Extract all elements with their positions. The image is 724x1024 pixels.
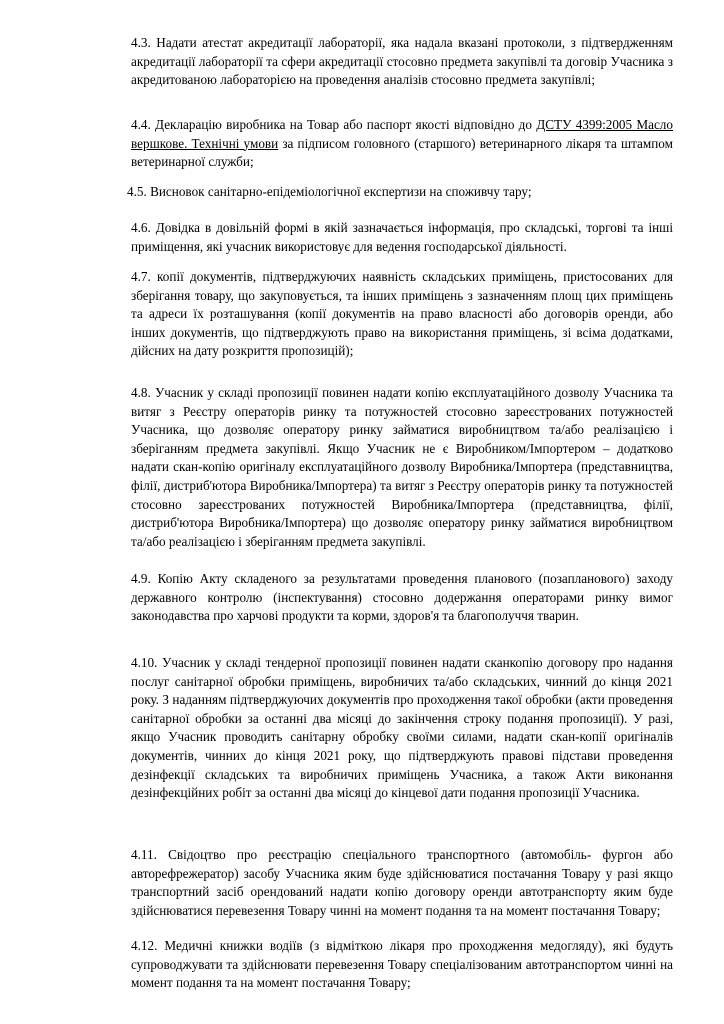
paragraph-4-9: 4.9. Копію Акту складеного за результатами проведення планового (позапланового) заходу державного контролю (інспектування) стосовно додержання операторами ринку вимог законодавства про харчові продукти та корми, здоров'я та благополуччя тварин. <box>131 571 673 624</box>
paragraph-4-11: 4.11. Свідоцтво про реєстрацію спеціального транспортного (автомобіль- фургон або авторефрежератор) засобу Учасника яким буде здійснюватися постачання Товару у разі якщо транспортний засіб орендований надати копію договору оренди автотранспорту яким буде здійснюватися перевезення Товару чинні на момент подання та на момент постачання Товару; <box>131 847 673 918</box>
paragraph-4-4-text-end: за підписом головного (старшого) ветеринарного лікаря та штампом ветеринарної служби; <box>131 135 673 170</box>
paragraph-4-10: 4.10. Учасник у складі тендерної пропозиції повинен надати сканкопію договору про надання послуг санітарної обробки приміщень, виробничих та/або складських, чинний до кінця 2021 року. З наданням підтверджуючих документів про проходження такої обробки (акти проведення санітарної обробки за останні два місяці до закінчення строку подання пропозиції). У разі, якщо Учасник проводить санітарну обробку своїми силами, надати скан-копії оригіналів документів, чинних до кінця 2021 року, що підтверджують правові підстави проведення дезінфекції складських та виробничих приміщень Учасника, а також Акти виконання дезінфекційних робіт за останні два місяці до кінцевої дати подання пропозиції Учасника. <box>131 655 673 801</box>
paragraph-4-4-text-start: 4.4. Декларацію виробника на Товар або паспорт якості відповідно до <box>131 117 537 132</box>
paragraph-4-5: 4.5. Висновок санітарно-епідеміологічної експертизи на споживчу тару; <box>127 184 532 199</box>
dstu-standard-link[interactable]: ДСТУ 4399:2005 Масло вершкове. Технічні умови <box>131 117 673 151</box>
paragraph-4-7: 4.7. копії документів, підтверджуючих наявність складських приміщень, пристосованих для зберігання товару, що закуповується, та інших приміщень з зазначенням площ цих приміщень та адреси їх розташування (копії документів на право власності або договорів оренди, або інших документів, що підтверджують право на використання приміщень, зі всіма додатками, дійсних на дату розкриття пропозицій); <box>131 269 673 359</box>
paragraph-4-12: 4.12. Медичні книжки водіїв (з відміткою лікаря про проходження медогляду), які будуть супроводжувати та здійснювати перевезення Товару спеціалізованим автотранспортом чинні на момент подання та на момент постачання Товару; <box>131 938 673 991</box>
paragraph-4-8: 4.8. Учасник у складі пропозиції повинен надати копію експлуатаційного дозволу Учасника та витяг з Реєстру операторів ринку та потужностей стосовно зареєстрованих потужностей Учасника, що дозволяє оператору ринку займатися виробництвом та/або реалізацією і зберіганням предмета закупівлі. Якщо Учасник не є Виробником/Імпортером – додатково надати скан-копію оригіналу експлуатаційного дозволу Виробника/Імпортера (представництва, філії, дистриб'ютора Виробника/Імпортера) та витяг з Реєстру операторів ринку та потужностей стосовно зареєстрованих потужностей Виробника/Імпортера (представництва, філії, дистриб'ютора Виробника/Імпортера) що дозволяє оператору ринку займатися виробництвом та/або реалізацією і зберіганням предмета закупівлі. <box>131 385 673 549</box>
paragraph-4-4 <box>131 116 673 172</box>
paragraph-4-6: 4.6. Довідка в довільній формі в якій зазначається інформація, про складські, торгові та інші приміщення, які учасник використовує для ведення господарської діяльності. <box>131 220 673 254</box>
paragraph-4-3: 4.3. Надати атестат акредитації лабораторії, яка надала вказані протоколи, з підтвердженням акредитації лабораторії та сфери акредитації стосовно предмета закупівлі та договір Учасника з акредитованою лабораторією на проведення аналізів стосовно предмета закупівлі; <box>131 35 673 88</box>
